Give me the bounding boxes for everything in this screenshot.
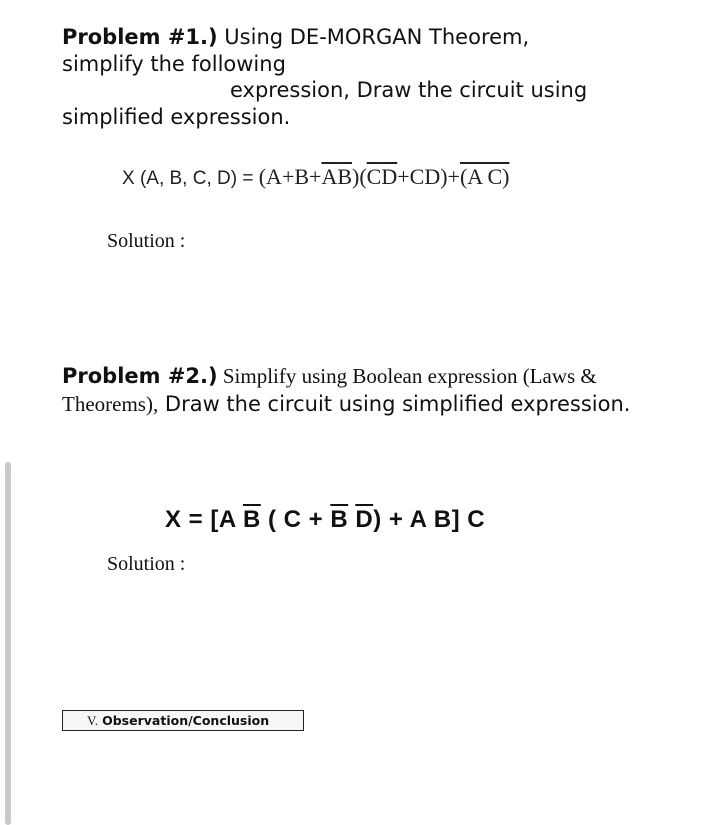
problem-1-line-1-text: Using DE-MORGAN Theorem, [217,25,530,49]
equation-1-term: $\overline{B}$ [337,164,353,189]
equation-1-lhs: X (A, B, C, D) = [122,168,259,189]
problem-1-heading: Problem #1.) [62,25,218,49]
equation-1-term: (A+B+ [258,164,322,189]
observation-label: Observation/Conclusion [102,713,270,728]
equation-1-term: $\overline{C}$ [366,164,382,189]
problem-1-line-4: simplified expression. [62,104,291,129]
problem-1-line-3: expression, Draw the circuit using [230,78,588,102]
observation-roman-numeral: V. [87,713,98,728]
equation-1-term: $\overline{A}$ [321,164,338,189]
equation-1-term: (A C) [459,164,510,189]
equation-1 [122,164,509,190]
problem-2-text [62,362,672,418]
equation-2-term: ) + A B] C [373,506,486,533]
equation-2-term: $\overline{D}$ [355,506,374,533]
observation-conclusion-box [62,710,304,731]
equation-2-term: $\overline{B}$ [242,506,261,533]
problem-2-heading: Problem #2.) [62,364,218,388]
scrollbar[interactable] [5,462,11,825]
solution-2-label: Solution : [107,553,186,575]
equation-1-term: +CD)+ [397,164,460,189]
problem-2-serif-text: Simplify using Boolean expression (Laws & Theorems), [62,364,597,416]
equation-1-term: $\overline{D}$ [381,164,398,189]
equation-2-term: $\overline{B}$ [330,506,349,533]
problem-1-text [62,24,662,130]
equation-2-term: ( C + [260,506,331,533]
equation-1-term: )( [352,164,367,189]
equation-2 [165,506,485,534]
solution-1-label: Solution : [107,230,186,252]
problem-2-rest-text: Draw the circuit using simplified expression. [158,392,631,416]
problem-1-line-1 [62,24,662,51]
problem-1-line-2: simplify the following [62,51,286,76]
equation-2-term: X = [A [165,506,243,533]
